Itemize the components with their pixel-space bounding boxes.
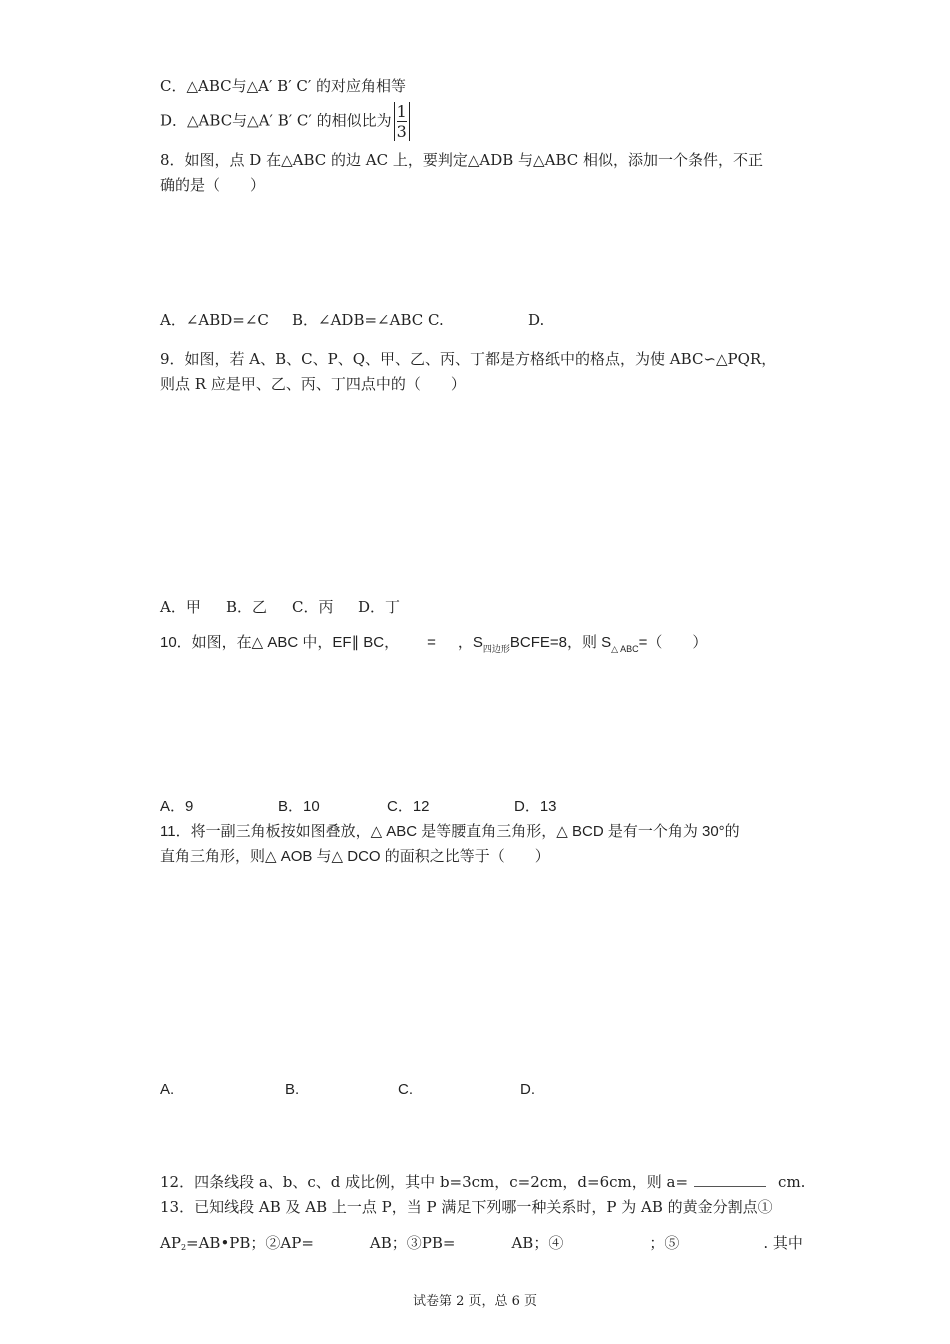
fraction-one-third xyxy=(394,102,410,141)
q12-text: 12．四条线段 a、b、c、d 成比例，其中 b=3cm，c=2cm，d=6cm，则 a= xyxy=(160,1173,689,1191)
q9-option-c: C．丙 xyxy=(292,598,334,616)
q11-stem-line1: 11．将一副三角板按如图叠放，△ ABC 是等腰直角三角形，△ BCD 是有一个角为 30°的 xyxy=(160,823,740,840)
q11-options xyxy=(160,1080,760,1100)
q8-option-c: C. xyxy=(428,311,444,329)
q10-options xyxy=(160,797,760,817)
q11-option-b: B. xyxy=(285,1081,300,1098)
q7-option-c: C．△ABC与△A′ B′ C′ 的对应角相等 xyxy=(160,77,407,95)
q13-part3: AB；④ xyxy=(511,1234,564,1252)
q8-option-d: D. xyxy=(528,311,545,329)
q11-option-d: D. xyxy=(520,1081,535,1098)
q13-stem-line2 xyxy=(160,1233,803,1256)
q10-stem xyxy=(160,633,707,654)
q11-option-a: A. xyxy=(160,1081,175,1098)
q9-option-d: D．丁 xyxy=(358,598,401,616)
q8-stem-line2: 确的是（ ） xyxy=(160,176,266,194)
q8-options xyxy=(160,310,760,330)
q13-part1-sup: 2 xyxy=(180,1243,187,1252)
q10-s-rest: BCFE=8，则 S xyxy=(509,634,612,651)
fraction-denominator: 3 xyxy=(396,122,407,141)
q8-option-b: B．∠ADB=∠ABC xyxy=(292,311,424,329)
q13-part1: AP xyxy=(160,1234,181,1252)
q13-part4: ；⑤ xyxy=(649,1234,680,1252)
fraction-numerator: 1 xyxy=(396,102,407,121)
q10-option-b: B．10 xyxy=(278,798,320,815)
q9-options xyxy=(160,597,760,617)
q13-stem-line1: 13．已知线段 AB 及 AB 上一点 P，当 P 满足下列哪一种关系时，P 为 AB 的黄金分割点① xyxy=(160,1198,773,1216)
q10-option-c: C．12 xyxy=(387,798,430,815)
q9-stem-line1: 9．如图，若 A、B、C、P、Q、甲、乙、丙、丁都是方格纸中的格点，为使 ABC∽△PQR， xyxy=(160,350,777,368)
q12-unit: cm. xyxy=(778,1173,806,1191)
q8-stem-line1: 8．如图，点 D 在△ABC 的边 AC 上，要判定△ADB 与△ABC 相似，添加一个条件，不正 xyxy=(160,151,763,169)
q11-option-c: C. xyxy=(398,1081,413,1098)
q10-stem-end: =（ ） xyxy=(638,634,708,651)
q12-stem xyxy=(160,1172,805,1192)
q9-stem-line2: 则点 R 应是甲、乙、丙、丁四点中的（ ） xyxy=(160,375,466,393)
q9-option-a: A．甲 xyxy=(160,598,201,616)
page-footer: 试卷第 2 页，总 6 页 xyxy=(412,1294,538,1309)
q10-s-label: ，S xyxy=(457,634,483,651)
q7-option-d xyxy=(160,102,410,141)
q10-s2-sub: △ ABC xyxy=(611,644,639,654)
q10-option-a: A．9 xyxy=(160,798,194,815)
q7-option-d-text: D．△ABC与△A′ B′ C′ 的相似比为 xyxy=(160,111,392,130)
q11-stem-line2: 直角三角形，则△ AOB 与△ DCO 的面积之比等于（ ） xyxy=(160,848,550,865)
q9-option-b: B．乙 xyxy=(226,598,268,616)
q10-s-sub: 四边形 xyxy=(482,644,510,654)
q10-option-d: D．13 xyxy=(514,798,557,815)
q13-part2: AB；③PB= xyxy=(369,1234,456,1252)
q10-stem-start: 10．如图，在△ ABC 中，EF∥ BC， xyxy=(160,634,400,651)
answer-blank[interactable] xyxy=(694,1172,766,1187)
q13-part1-rest: =AB•PB；②AP= xyxy=(186,1234,314,1252)
q13-part5: . 其中 xyxy=(763,1234,803,1252)
q8-option-a: A．∠ABD=∠C xyxy=(160,311,269,329)
q10-equals: = xyxy=(427,634,436,651)
